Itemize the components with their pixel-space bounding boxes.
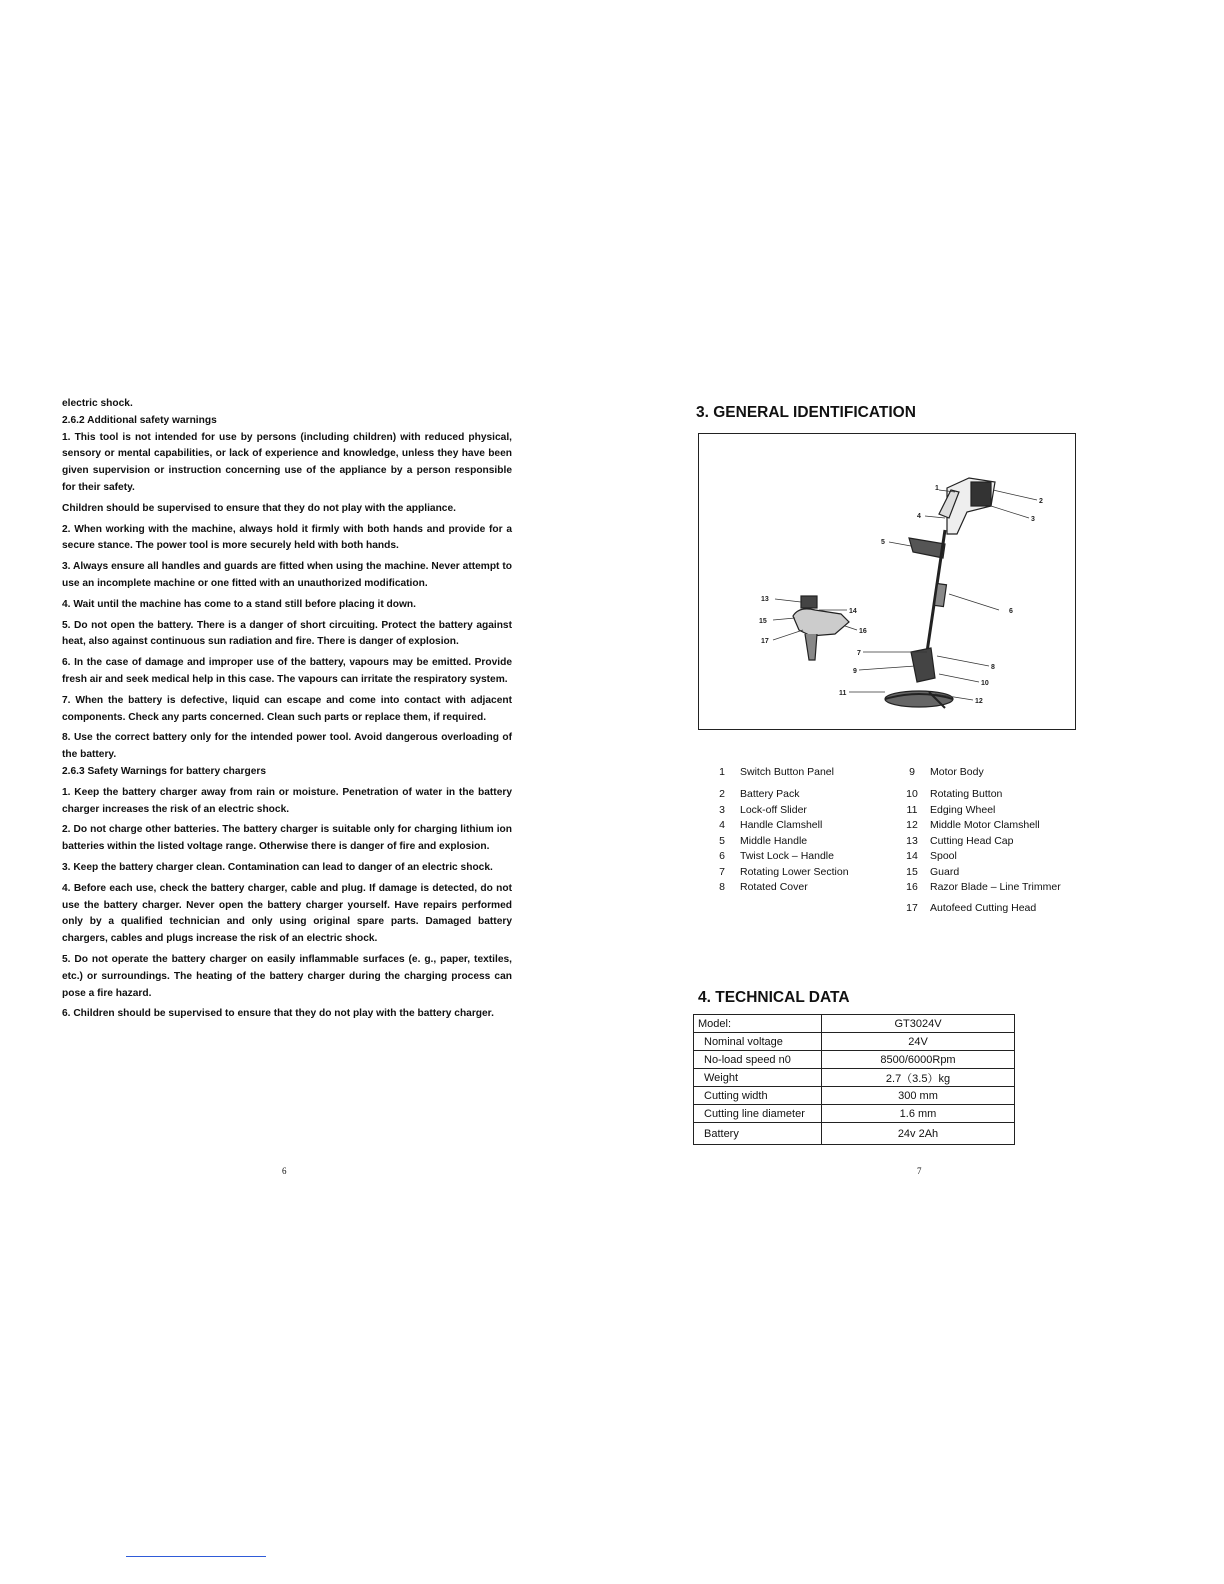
list-item <box>898 787 1061 803</box>
paragraph: 1. This tool is not intended for use by persons (including children) with reduced physical, sensory or mental capabilities, or lack of experience and knowledge, unless they have been given supervision or instruction concerning use of the appliance by a person responsible for their safety. <box>62 431 512 493</box>
list-item <box>708 802 849 818</box>
callout-10: 10 <box>981 680 989 687</box>
technical-data-table <box>693 1014 1015 1145</box>
part-number: 17 <box>906 901 918 914</box>
paragraph: 6. Children should be supervised to ensure that they do not play with the battery charger. <box>62 1008 494 1020</box>
paragraph: 1. Keep the battery charger away from rain or moisture. Penetration of water in the battery charger increases the risk of an electric shock. <box>62 786 512 815</box>
paragraph: 3. Always ensure all handles and guards are fitted when using the machine. Never attempt to use an incomplete machine or one fitted with an unauthorized modification. <box>62 561 512 589</box>
part-label: Lock-off Slider <box>740 803 807 816</box>
list-item <box>708 787 849 803</box>
callout-15: 15 <box>759 618 767 625</box>
spec-value: GT3024V <box>822 1015 1015 1033</box>
list-item <box>898 880 1061 896</box>
callout-12: 12 <box>975 698 983 705</box>
trimmer-illustration <box>699 434 1077 731</box>
scan-artifact-line <box>126 1556 266 1557</box>
spec-key: Nominal voltage <box>694 1033 822 1051</box>
section-heading: 2.6.2 Additional safety warnings <box>62 414 217 426</box>
trimmer-body <box>885 478 995 708</box>
paragraph: 4. Wait until the machine has come to a stand still before placing it down. <box>62 598 416 610</box>
safety-warnings-text <box>62 396 512 1027</box>
page-number: 6 <box>282 1166 287 1176</box>
part-number: 13 <box>906 834 918 847</box>
part-number: 15 <box>906 865 918 878</box>
spec-key: Model: <box>694 1015 822 1033</box>
paragraph: 8. Use the correct battery only for the intended power tool. Avoid dangerous overloading of the battery. <box>62 732 512 761</box>
callout-11: 11 <box>839 690 847 697</box>
spec-key: Cutting line diameter <box>694 1105 822 1123</box>
part-label: Cutting Head Cap <box>930 834 1014 847</box>
callout-8: 8 <box>991 664 995 671</box>
part-number: 3 <box>719 803 725 816</box>
paragraph: 2. When working with the machine, always hold it firmly with both hands and provide for a secure stance. The power tool is more securely held with both hands. <box>62 523 512 552</box>
paragraph: 5. Do not open the battery. There is a danger of short circuiting. Protect the battery against heat, also against continuous sun radiation and fire. There is danger of explosion. <box>62 619 512 648</box>
part-number: 2 <box>719 788 725 801</box>
part-label: Middle Handle <box>740 834 808 847</box>
part-label: Battery Pack <box>740 788 800 801</box>
parts-list-right <box>898 764 1061 916</box>
list-item <box>898 833 1061 849</box>
part-label: Twist Lock – Handle <box>740 850 834 863</box>
list-item <box>708 849 849 865</box>
part-label: Rotated Cover <box>740 881 808 894</box>
callout-2: 2 <box>1039 498 1043 505</box>
part-number: 9 <box>909 765 915 778</box>
list-item <box>898 764 1061 780</box>
part-number: 16 <box>906 881 918 894</box>
spec-key: Weight <box>694 1069 822 1087</box>
cutting-head-exploded <box>793 596 849 660</box>
callout-6: 6 <box>1009 608 1013 615</box>
trimmer-diagram <box>698 433 1076 730</box>
callout-4: 4 <box>917 513 921 520</box>
paragraph: 4. Before each use, check the battery charger, cable and plug. If damage is detected, do not use the battery charger. Never open the battery charger yourself. Have repairs performed only by a qualified technician and only using original spare parts. Damaged battery chargers, cables and plugs increase the risk of an electric shock. <box>62 882 512 945</box>
callout-3: 3 <box>1031 516 1035 523</box>
paragraph: Children should be supervised to ensure that they do not play with the appliance. <box>62 502 456 514</box>
battery-pack-shape <box>971 482 991 506</box>
part-label: Autofeed Cutting Head <box>930 901 1037 914</box>
table-row <box>694 1033 1015 1051</box>
paragraph: 5. Do not operate the battery charger on easily inflammable surfaces (e. g., paper, textiles, etc.) or surroundings. The heating of the battery charger during the charging process can pose a fire hazard. <box>62 953 512 999</box>
list-item <box>708 880 849 896</box>
paragraph: electric shock. <box>62 398 133 409</box>
table-row <box>694 1123 1015 1145</box>
callout-14: 14 <box>849 608 857 615</box>
part-number: 7 <box>719 865 725 878</box>
part-label: Razor Blade – Line Trimmer <box>930 881 1061 894</box>
paragraph: 6. In the case of damage and improper use of the battery, vapours may be emitted. Provide fresh air and seek medical help in this case. The vapours can irritate the respiratory system. <box>62 657 512 685</box>
spec-key: Cutting width <box>694 1087 822 1105</box>
callout-16: 16 <box>859 628 867 635</box>
general-identification-heading: 3. GENERAL IDENTIFICATION <box>696 404 916 421</box>
part-number: 5 <box>719 834 725 847</box>
part-label: Handle Clamshell <box>740 819 823 832</box>
spec-value: 24V <box>822 1033 1015 1051</box>
callout-13: 13 <box>761 596 769 603</box>
table-row <box>694 1105 1015 1123</box>
parts-list-left <box>708 764 849 895</box>
part-label: Edging Wheel <box>930 803 996 816</box>
callout-5: 5 <box>881 539 885 546</box>
part-number: 14 <box>906 850 918 863</box>
part-label: Middle Motor Clamshell <box>930 819 1040 832</box>
spec-value: 8500/6000Rpm <box>822 1051 1015 1069</box>
part-label: Spool <box>930 850 957 863</box>
list-item <box>898 864 1061 880</box>
callout-9: 9 <box>853 668 857 675</box>
part-number: 4 <box>719 819 725 832</box>
part-label: Rotating Lower Section <box>740 865 849 878</box>
part-label: Guard <box>930 865 960 878</box>
list-item <box>898 849 1061 865</box>
part-label: Motor Body <box>930 765 984 778</box>
part-label: Switch Button Panel <box>740 765 834 778</box>
spec-value: 1.6 mm <box>822 1105 1015 1123</box>
list-item <box>708 833 849 849</box>
table-row <box>694 1051 1015 1069</box>
part-number: 6 <box>719 850 725 863</box>
callout-7: 7 <box>857 650 861 657</box>
spec-value: 2.7（3.5）kg <box>822 1069 1015 1087</box>
list-item <box>708 864 849 880</box>
list-item <box>898 802 1061 818</box>
spec-key: No-load speed n0 <box>694 1051 822 1069</box>
leader-lines <box>773 490 1037 700</box>
spec-value: 24v 2Ah <box>822 1123 1015 1145</box>
paragraph: 3. Keep the battery charger clean. Contamination can lead to danger of an electric shock. <box>62 861 493 873</box>
callout-17: 17 <box>761 638 769 645</box>
right-page <box>612 0 1224 1584</box>
paragraph: 2. Do not charge other batteries. The battery charger is suitable only for charging lithium ion batteries within the listed voltage range. Otherwise there is danger of fire and explosion. <box>62 824 512 853</box>
page-number: 7 <box>917 1166 922 1176</box>
callout-1: 1 <box>935 485 939 492</box>
spec-key: Battery <box>694 1123 822 1145</box>
technical-data-heading: 4. TECHNICAL DATA <box>698 989 850 1006</box>
list-item <box>898 900 1061 916</box>
list-item <box>708 764 849 780</box>
part-number: 8 <box>719 881 725 894</box>
table-row <box>694 1069 1015 1087</box>
section-heading: 2.6.3 Safety Warnings for battery chargers <box>62 765 267 777</box>
list-item <box>708 818 849 834</box>
table-row <box>694 1087 1015 1105</box>
part-number: 10 <box>906 788 918 801</box>
list-item <box>898 818 1061 834</box>
part-number: 12 <box>906 819 918 832</box>
spec-value: 300 mm <box>822 1087 1015 1105</box>
part-number: 11 <box>906 803 918 816</box>
paragraph: 7. When the battery is defective, liquid can escape and come into contact with adjacent components. Check any parts concerned. Clean such parts or replace them, if required. <box>62 694 512 723</box>
part-label: Rotating Button <box>930 788 1003 801</box>
table-row <box>694 1015 1015 1033</box>
part-number: 1 <box>719 765 725 778</box>
